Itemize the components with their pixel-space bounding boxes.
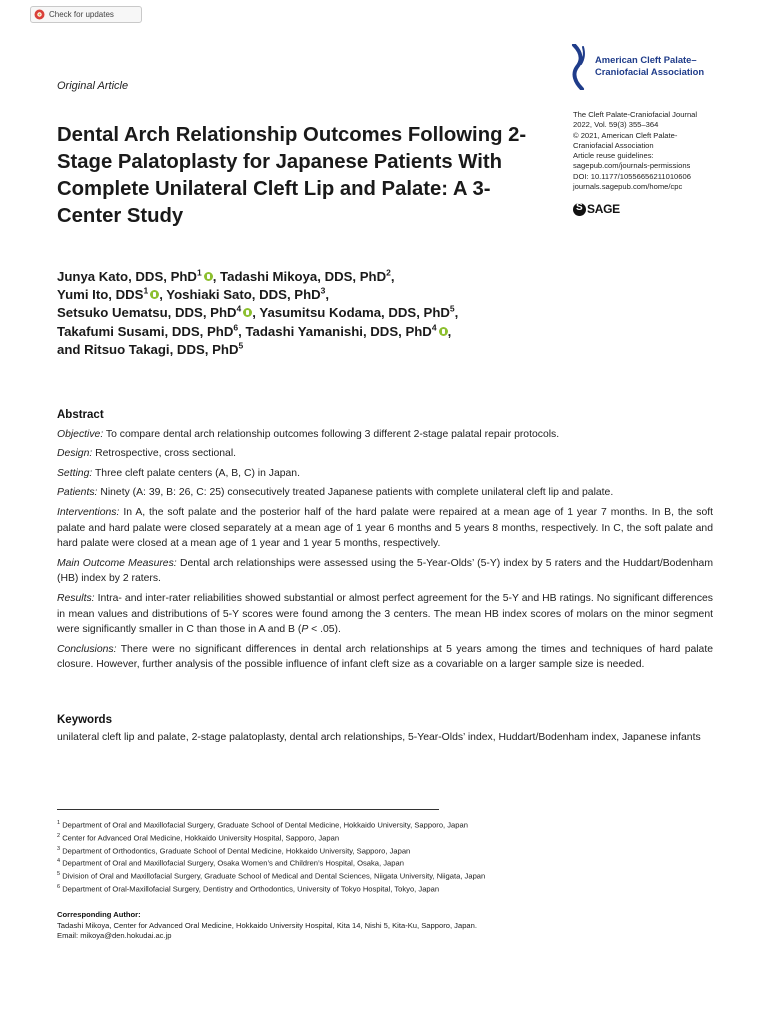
article-type: Original Article: [57, 80, 129, 92]
keywords: [57, 713, 713, 745]
corresponding-author: [57, 910, 713, 942]
affiliation-item: $^5$ Division of Oral and Maxillofacial Surgery, Graduate School of Medical and Dental Sciences, Niigata University, Niigata, Japan: [57, 871, 486, 881]
author: Takafumi Susami, DDS, PhD$^6$,: [57, 322, 246, 339]
affiliation-item: $^3$ Department of Orthodontics, Graduate School of Dental Medicine, Hokkaido University, Sapporo, Japan: [57, 845, 411, 856]
journal-info: [573, 110, 743, 192]
abstract-outcome-measures: Main Outcome Measures: Dental arch relationships were assessed using the 5-Year-Olds’ (5-Y) index by 5 raters and the Huddart/Bodenham (HB) index by 2 raters.: [57, 557, 713, 585]
corresponding-author-heading: Corresponding Author:: [57, 910, 141, 919]
abstract: [57, 408, 713, 677]
abstract-heading: Abstract: [57, 409, 104, 421]
check-for-updates-button[interactable]: [30, 6, 142, 23]
journal-info-line: The Cleft Palate-Craniofacial Journal: [573, 110, 698, 119]
corresponding-author-email[interactable]: Email: mikoya@den.hokudai.ac.jp: [57, 931, 172, 941]
author: and Ritsuo Takagi, DDS, PhD$^5$: [57, 340, 244, 357]
affiliation-item: $^4$ Department of Oral and Maxillofacial Surgery, Osaka Women’s and Children’s Hospital, Osaka, Japan: [57, 858, 404, 869]
author-list: [57, 268, 557, 359]
author: Tadashi Yamanishi, DDS, PhD$^4$ ,: [245, 322, 452, 339]
logo-line-1: American Cleft Palate–: [595, 54, 697, 65]
author: Junya Kato, DDS, PhD$^1$ ,: [57, 267, 221, 284]
orcid-icon[interactable]: [150, 290, 159, 299]
check-for-updates-icon: [34, 9, 45, 20]
sage-icon: [573, 203, 586, 216]
orcid-icon[interactable]: [243, 308, 252, 317]
orcid-icon[interactable]: [204, 272, 213, 281]
publisher-name: SAGE: [587, 202, 620, 216]
keywords-text: unilateral cleft lip and palate, 2-stage palatoplasty, dental arch relationships, 5-Year-Olds’ index, Huddart/Bodenham index, Japanese infants: [57, 731, 701, 743]
affiliation-item: $^6$ Department of Oral-Maxillofacial Surgery, Dentistry and Orthodontics, University of Tokyo Hospital, Tokyo, Japan: [57, 884, 440, 894]
affiliations: [57, 818, 713, 895]
abstract-conclusions: Conclusions: There were no significant differences in dental arch relationships at 5 years among the times and techniques of hard palate closure. However, further analysis of the possible influence of infant cleft size as a covariable on a larger sample size is needed.: [57, 643, 713, 671]
author: Yumi Ito, DDS$^1$ ,: [57, 285, 167, 303]
journal-info-doi[interactable]: DOI: 10.1177/10556656211010606: [573, 171, 691, 181]
author: Yoshiaki Sato, DDS, PhD$^3$,: [166, 285, 330, 303]
abstract-design: Design: Retrospective, cross sectional.: [57, 448, 237, 460]
journal-info-link[interactable]: sagepub.com/journals-permissions: [573, 161, 691, 171]
journal-logo: [571, 44, 731, 90]
corresponding-author-address: Tadashi Mikoya, Center for Advanced Oral Medicine, Hokkaido University Hospital, Kita 14, Nishi 5, Kita-Ku, Sapporo, Japan.: [57, 920, 477, 930]
check-for-updates-label: Check for updates: [49, 10, 114, 19]
affiliation-item: $^2$ Center for Advanced Oral Medicine, Hokkaido University Hospital, Sapporo, Japan: [57, 832, 340, 843]
author: Setsuko Uematsu, DDS, PhD$^4$ ,: [57, 304, 260, 321]
affiliation-item: $^1$ Department of Oral and Maxillofacial Surgery, Graduate School of Dental Medicine, Hokkaido University, Sapporo, Japan: [57, 820, 468, 830]
journal-info-line: Craniofacial Association: [573, 140, 654, 150]
keywords-heading: Keywords: [57, 714, 112, 726]
journal-info-line: Article reuse guidelines:: [573, 151, 654, 161]
author: Tadashi Mikoya, DDS, PhD$^2$,: [220, 267, 395, 284]
abstract-results: Results: Intra- and inter-rater reliabilities showed substantial or almost perfect agreement for the 5-Y and HB ratings. No significant differences in mean values and distributions of 5-Y scores were found among the 3 centers. The mean HB index scores of molars on the minor segment were significantly smaller in C than those in A and B (P < .05).: [57, 592, 713, 636]
abstract-setting: Setting: Three cleft palate centers (A, B, C) in Japan.: [57, 467, 300, 479]
abstract-objective: Objective: To compare dental arch relationship outcomes following 3 different 2-stage palatal repair protocols.: [57, 428, 560, 440]
acpa-logo-icon: [571, 44, 587, 90]
journal-info-line: © 2021, American Cleft Palate-: [573, 130, 678, 140]
logo-line-2: Craniofacial Association: [595, 66, 705, 77]
article-title: Dental Arch Relationship Outcomes Following 2-Stage Palatoplasty for Japanese Patients With Complete Unilateral Cleft Lip and Palate: A 3-Center Study: [57, 124, 527, 227]
journal-info-link[interactable]: journals.sagepub.com/home/cpc: [573, 182, 683, 192]
footnote-divider: [57, 809, 439, 810]
author: Yasumitsu Kodama, DDS, PhD$^5$,: [259, 304, 459, 321]
journal-info-line: 2022, Vol. 59(3) 355–364: [573, 120, 659, 130]
abstract-patients: Patients: Ninety (A: 39, B: 26, C: 25) consecutively treated Japanese patients with complete unilateral cleft lip and palate.: [57, 487, 614, 499]
publisher-logo: [573, 202, 620, 216]
abstract-interventions: Interventions: In A, the soft palate and the posterior half of the hard palate were repaired at a mean age of 1 year 7 months. In B, the soft palate and hard palate were closed separately at a mean age of 1 year 6 months and 5 years 8 months, respectively. In C, the soft palate and hard palate were closed at a mean age of 1 year and 1 year 5 months, respectively.: [57, 506, 713, 550]
orcid-icon[interactable]: [439, 327, 448, 336]
